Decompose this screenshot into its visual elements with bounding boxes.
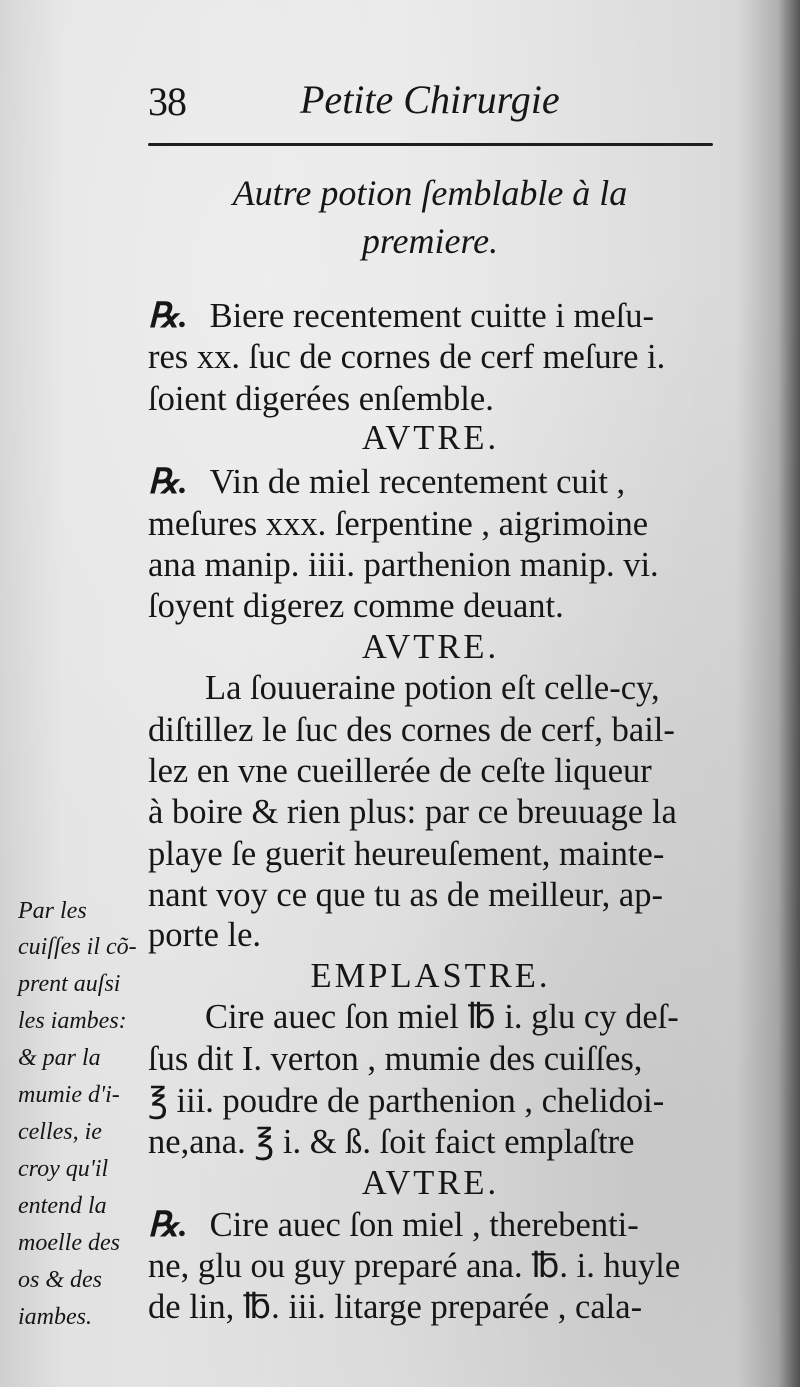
margin-note-line: moelle des [18, 1230, 120, 1256]
text-line: ℞. Biere recentement cuitte i meſu- [148, 297, 655, 335]
page-header [148, 70, 713, 130]
heading-autre: AVTRE. [361, 419, 500, 457]
page-number: 38 [148, 79, 186, 124]
margin-note-line: & par la [18, 1045, 101, 1071]
text-line: de lin, ℔. iii. litarge preparée , cala- [148, 1288, 643, 1326]
recipe-symbol: ℞. [148, 1206, 188, 1244]
recipe-symbol: ℞. [148, 463, 188, 501]
section-title-line-1: Autre potion ſemblable à la [232, 173, 628, 213]
margin-note-line: prent auſsi [18, 971, 121, 997]
text-line: ana manip. iiii. parthenion manip. vi. [148, 546, 659, 584]
text-line: ſoyent digerez comme deuant. [148, 587, 564, 625]
margin-note-line: iambes. [18, 1304, 92, 1330]
heading-emplastre: EMPLASTRE. [310, 957, 551, 995]
margin-note-line: celles, ie [18, 1119, 102, 1145]
heading-autre: AVTRE. [361, 628, 500, 666]
text-line: à boire & rien plus: par ce breuuage la [148, 793, 677, 831]
text-line: nant voy ce que tu as de meilleur, ap- [148, 876, 663, 914]
text-line: res xx. ſuc de cornes de cerf meſure i. [148, 338, 666, 376]
recipe-symbol: ℞. [148, 297, 188, 335]
text-line: porte le. [148, 916, 262, 954]
section-title-line-2: premiere. [361, 221, 499, 261]
text-line: La ſouueraine potion eſt celle-cy, [205, 669, 660, 707]
margin-note-line: Par les [18, 898, 87, 924]
text-line: ne, glu ou guy preparé ana. ℔. i. huyle [148, 1247, 681, 1285]
margin-note-line: les iambes: [18, 1008, 127, 1034]
heading-autre: AVTRE. [361, 1164, 500, 1202]
margin-note-line: mumie d'i- [18, 1082, 120, 1108]
text-line: ne,ana. ℥ i. & ß. ſoit faict emplaſtre [148, 1123, 635, 1161]
margin-note-line: entend la [18, 1193, 107, 1219]
text-line: diſtillez le ſuc des cornes de cerf, bail- [148, 711, 675, 749]
text-line: ℥ iii. poudre de parthenion , chelidoi- [148, 1082, 665, 1120]
text-line: ℞. Vin de miel recentement cuit , [148, 463, 626, 501]
text-line: playe ſe guerit heureuſement, mainte- [148, 835, 665, 873]
text-line: ℞. Cire auec ſon miel , therebenti- [148, 1206, 639, 1244]
margin-note-line: cuiſſes il cõ- [18, 934, 137, 960]
text-line: lez en vne cueillerée de ceſte liqueur [148, 752, 652, 790]
page-gutter-shadow [778, 0, 800, 1387]
text-line: ſoient digerées enſemble. [148, 380, 494, 418]
header-rule [148, 143, 713, 146]
margin-note-line: os & des [18, 1267, 102, 1293]
margin-note-line: croy qu'il [18, 1156, 109, 1182]
text-line: ſus dit I. verton , mumie des cuiſſes, [148, 1040, 643, 1078]
text-line: Cire auec ſon miel ℔ i. glu cy deſ- [205, 998, 679, 1036]
running-title: Petite Chirurgie [300, 77, 560, 122]
text-line: meſures xxx. ſerpentine , aigrimoine [148, 505, 649, 543]
